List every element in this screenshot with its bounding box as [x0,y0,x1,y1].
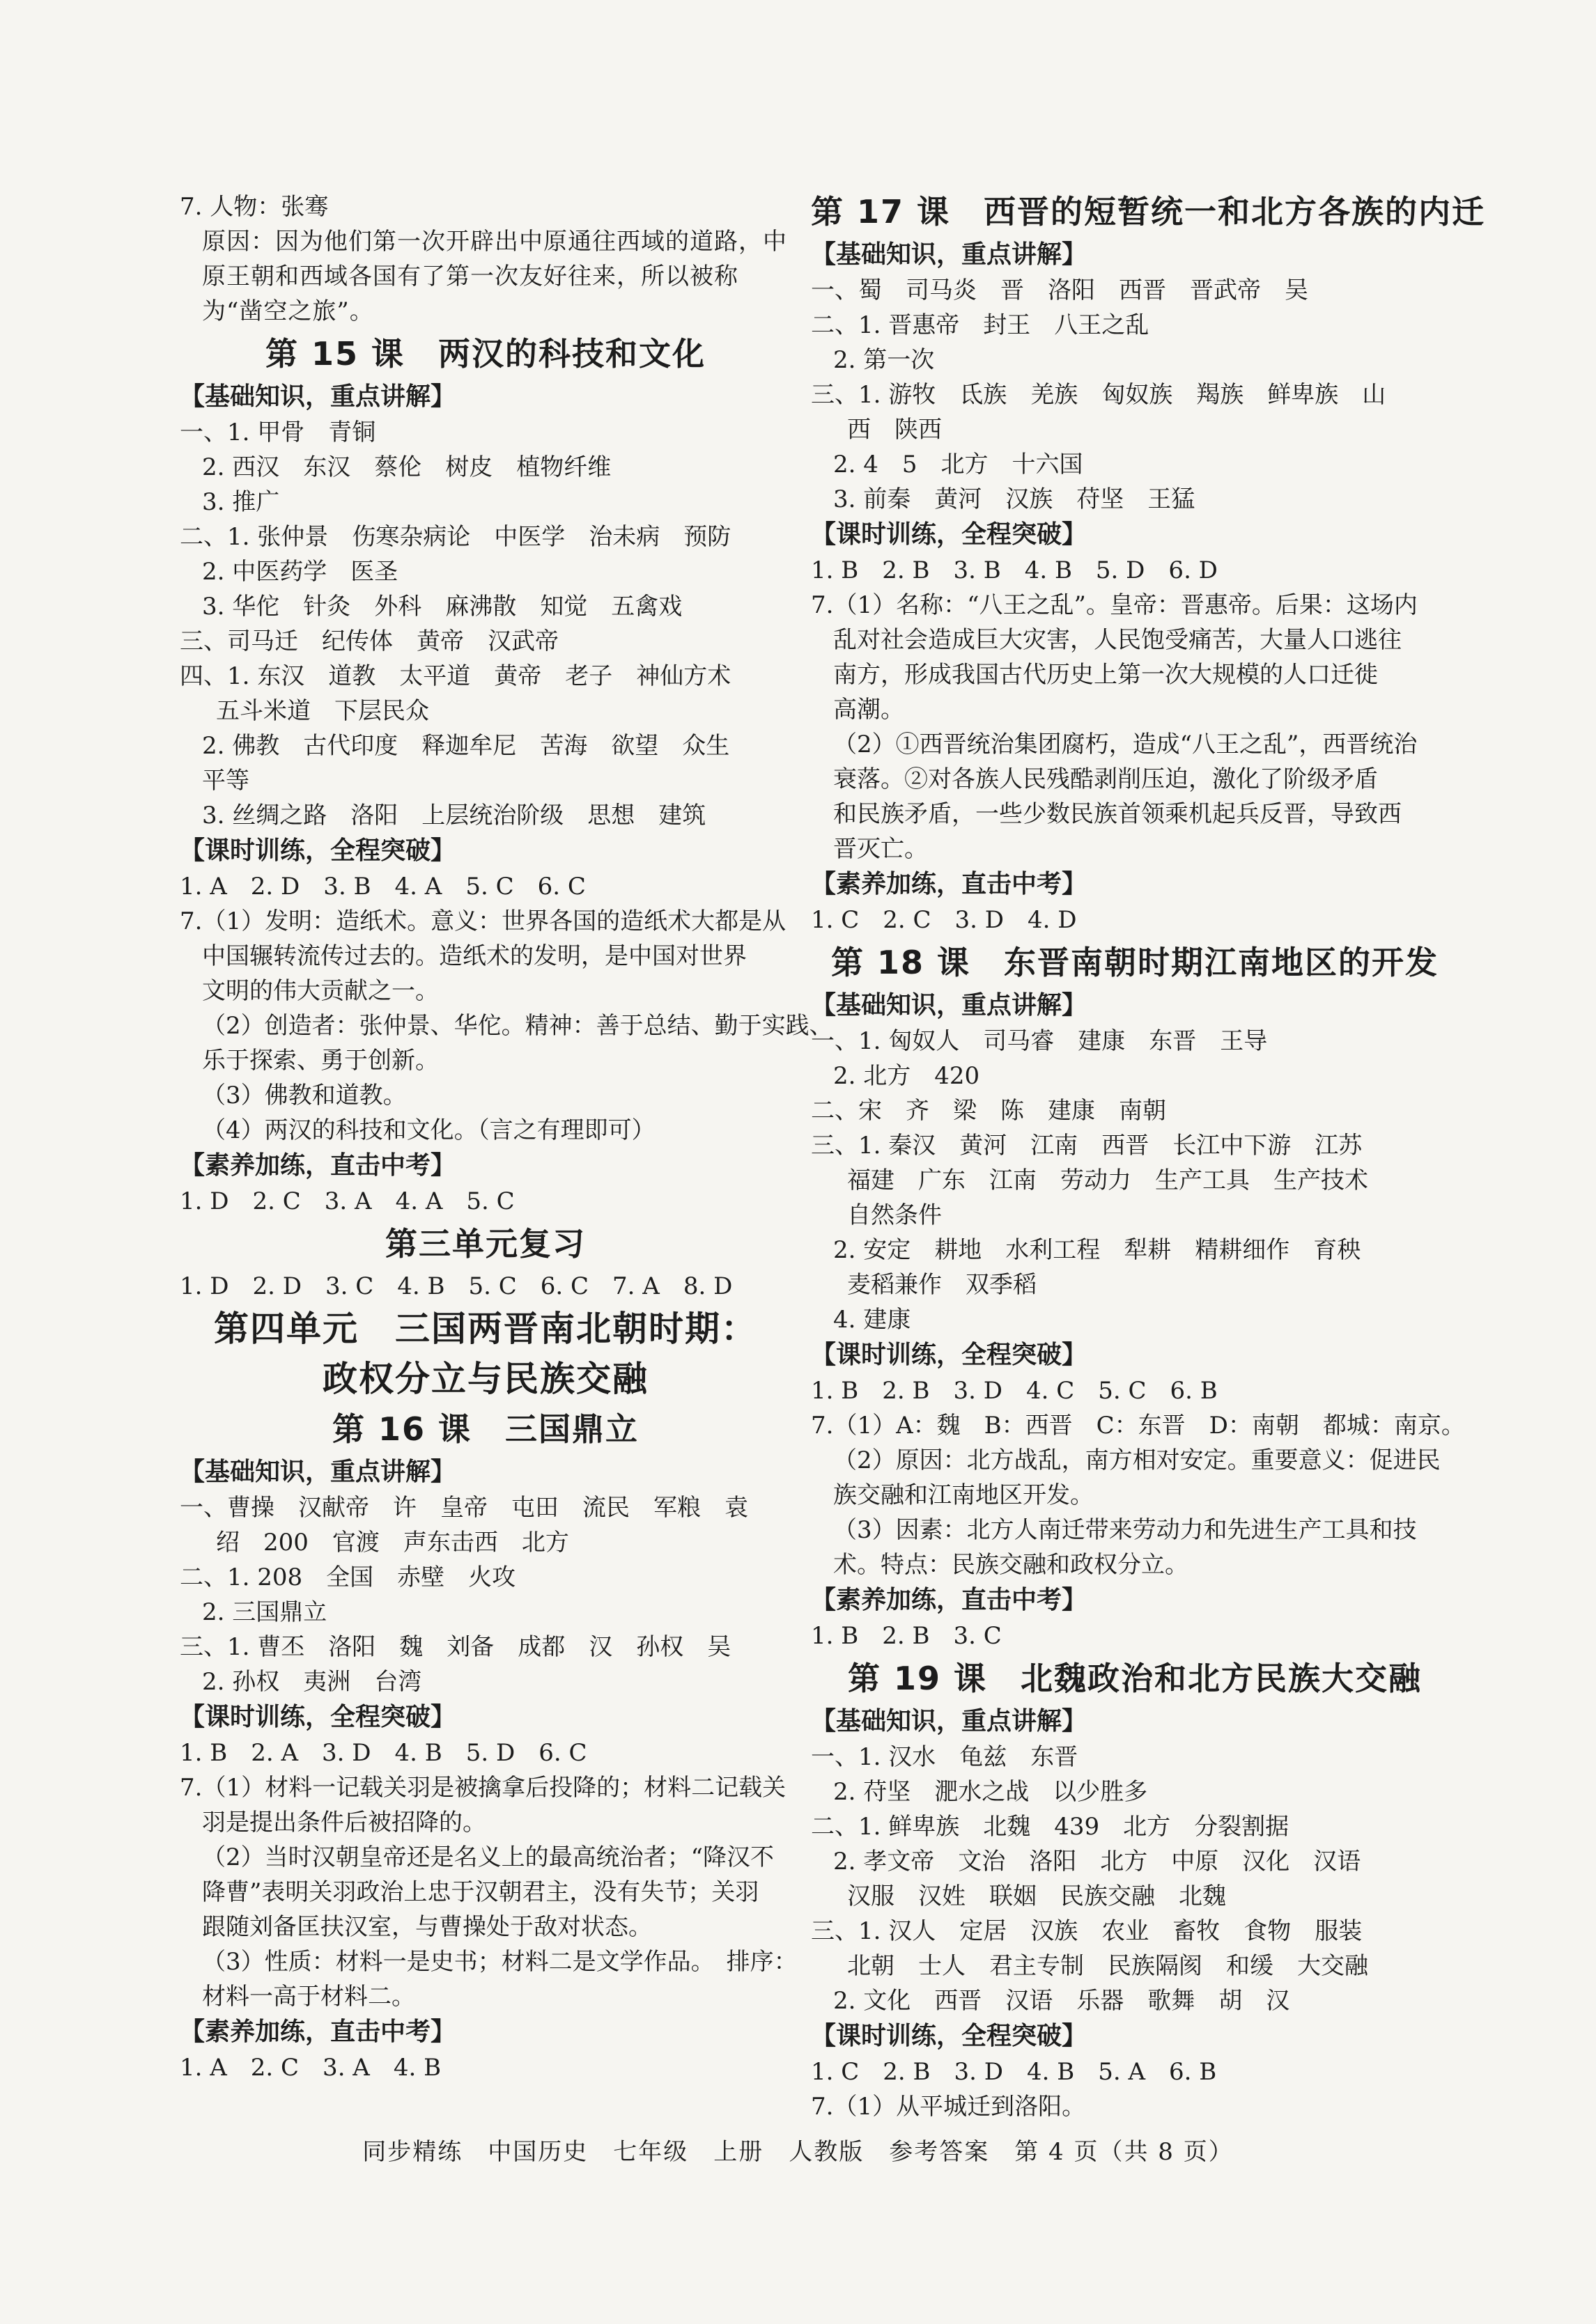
answer-line: 3. 前秦 黄河 汉族 苻坚 王猛 [833,485,1195,513]
answer-line: 三、1. 秦汉 黄河 江南 西晋 长江中下游 江苏 [811,1132,1363,1160]
answer-line: 二、1. 鲜卑族 北魏 439 北方 分裂割据 [811,1813,1289,1841]
section-heading: 【素养加练，直击中考】 [811,870,1087,898]
answer-line: 自然条件 [847,1201,942,1229]
answer-line: 乱对社会造成巨大灾害，人民饱受痛苦，大量人口逃往 [833,626,1402,654]
answer-line: 一、1. 汉水 龟兹 东晋 [811,1743,1078,1771]
answer-line: 中国辗转流传过去的。造纸术的发明，是中国对世界 [202,942,747,970]
section-heading: 【基础知识，重点讲解】 [811,1707,1087,1736]
answer-line: 四、1. 东汉 道教 太平道 黄帝 老子 神仙方术 [180,662,731,690]
left-column [180,189,833,2085]
answer-line: 2. 西汉 东汉 蔡伦 树皮 植物纤维 [202,453,612,481]
lesson-title: 第 17 课 西晋的短暂统一和北方各族的内迁 [811,193,1486,231]
lesson-title: 第 16 课 三国鼎立 [332,1410,640,1448]
section-heading: 【基础知识，重点讲解】 [180,382,456,411]
answer-line: （2）当时汉朝皇帝还是名义上的最高统治者；“降汉不 [202,1843,775,1871]
answer-line: 降曹”表明关羽政治上忠于汉朝君主，没有失节；关羽 [202,1878,759,1906]
answer-line: 乐于探索、勇于创新。 [202,1047,439,1075]
answer-line: 1. C 2. C 3. D 4. D [811,906,1077,934]
answer-line: 一、蜀 司马炎 晋 洛阳 西晋 晋武帝 吴 [811,276,1308,304]
answer-line: 原因：因为他们第一次开辟出中原通往西域的道路，中原王朝和西域各国有了第一次友好往来，所以被称为“凿空之旅”。 [202,228,787,325]
answer-line: 羽是提出条件后被招降的。 [202,1809,486,1836]
answer-line: 7.（1）发明：造纸术。意义：世界各国的造纸术大都是从 [180,907,787,935]
answer-line: 2. 佛教 古代印度 释迦牟尼 苦海 欲望 众生 [202,732,730,760]
answer-line: 2. 苻坚 淝水之战 以少胜多 [833,1778,1148,1806]
section-heading: 【课时训练，全程突破】 [180,836,456,865]
answer-line: 1. B 2. B 3. C [811,1622,1002,1650]
answer-line: 二、1. 张仲景 伤寒杂病论 中医学 治未病 预防 [180,523,731,551]
answer-line: 7.（1）名称：“八王之乱”。皇帝：晋惠帝。后果：这场内 [811,591,1418,619]
answer-line: 7. 人物：张骞 [180,193,329,221]
page-footer: 同步精练 中国历史 七年级 上册 人教版 参考答案 第 4 页（共 8 页） [362,2138,1234,2166]
answer-line: 术。特点：民族交融和政权分立。 [833,1551,1188,1579]
section-heading: 【课时训练，全程突破】 [811,2022,1087,2050]
right-column [811,187,1486,2124]
answer-line: 三、1. 曹丕 洛阳 魏 刘备 成都 汉 孙权 吴 [180,1633,731,1661]
answer-line: 1. B 2. B 3. B 4. B 5. D 6. D [811,556,1218,584]
answer-line: （3）因素：北方人南迁带来劳动力和先进生产工具和技 [833,1516,1417,1544]
answer-line: 族交融和江南地区开发。 [833,1481,1094,1509]
answer-line: 衰落。②对各族人民残酷剥削压迫，激化了阶级矛盾 [833,765,1378,793]
lesson-title: 第 18 课 东晋南朝时期江南地区的开发 [830,944,1439,981]
answer-line: 1. D 2. D 3. C 4. B 5. C 6. C 7. A 8. D [180,1272,733,1300]
answer-line: 二、1. 208 全国 赤壁 火攻 [180,1563,516,1591]
answer-line: 2. 北方 420 [833,1062,980,1090]
answer-line: 福建 广东 江南 劳动力 生产工具 生产技术 [847,1167,1368,1194]
answer-line: 一、1. 甲骨 青铜 [180,419,376,446]
answer-line: 2. 4 5 北方 十六国 [833,451,1083,478]
answer-line: 2. 安定 耕地 水利工程 犁耕 精耕细作 育秧 [833,1236,1361,1264]
answer-line: 2. 中医药学 医圣 [202,558,398,586]
answer-line: 7.（1）从平城迁到洛阳。 [811,2093,1086,2121]
answer-line: 南方，形成我国古代历史上第一次大规模的人口迁徙 [833,661,1378,689]
section-heading: 【基础知识，重点讲解】 [811,991,1087,1020]
answer-line: 1. D 2. C 3. A 4. A 5. C [180,1187,515,1215]
answer-line: 1. B 2. A 3. D 4. B 5. D 6. C [180,1739,587,1767]
answer-line: 3. 华佗 针灸 外科 麻沸散 知觉 五禽戏 [202,593,683,621]
answer-line: 西 陕西 [847,416,942,444]
unit-title: 第四单元 三国两晋南北朝时期： [214,1309,757,1349]
answer-line: 二、宋 齐 梁 陈 建康 南朝 [811,1097,1166,1125]
section-heading: 【素养加练，直击中考】 [811,1586,1087,1614]
answer-line: 五斗米道 下层民众 [216,697,429,725]
answer-line: 一、曹操 汉献帝 许 皇帝 屯田 流民 军粮 袁 [180,1494,748,1522]
answer-line: 1. B 2. B 3. D 4. C 5. C 6. B [811,1377,1218,1405]
section-heading: 【素养加练，直击中考】 [180,2018,456,2046]
answer-line: 绍 200 官渡 声东击西 北方 [216,1529,569,1557]
answer-line: 文明的伟大贡献之一。 [202,977,439,1005]
answer-line: 2. 三国鼎立 [202,1598,327,1626]
answer-line: 2. 孝文帝 文治 洛阳 北方 中原 汉化 汉语 [833,1848,1361,1875]
answer-line: 一、1. 匈奴人 司马睿 建康 东晋 王导 [811,1027,1268,1055]
section-heading: 【课时训练，全程突破】 [811,520,1087,549]
answer-line: 2. 第一次 [833,346,935,374]
answer-line: 7.（1）A：魏 B：西晋 C：东晋 D：南朝 都城：南京。 [811,1412,1465,1440]
answer-line: 1. C 2. B 3. D 4. B 5. A 6. B [811,2058,1217,2086]
answer-line: （2）原因：北方战乱，南方相对安定。重要意义：促进民 [833,1446,1441,1474]
lesson-title: 第三单元复习 [385,1225,586,1263]
answer-line: 麦稻兼作 双季稻 [847,1271,1037,1299]
answer-line: 3. 丝绸之路 洛阳 上层统治阶级 思想 建筑 [202,802,706,829]
answer-line: 4. 建康 [833,1306,911,1334]
answer-line: 三、1. 游牧 氐族 羌族 匈奴族 羯族 鲜卑族 山 [811,381,1386,409]
answer-line: 北朝 士人 君主专制 民族隔阂 和缓 大交融 [847,1952,1368,1980]
section-heading: 【基础知识，重点讲解】 [811,240,1087,269]
answer-line: 和民族矛盾，一些少数民族首领乘机起兵反晋，导致西 [833,800,1402,828]
section-heading: 【课时训练，全程突破】 [811,1341,1087,1369]
answer-line: （3）性质：材料一是史书；材料二是文学作品。 排序： [202,1948,798,1976]
answer-line: 平等 [202,767,249,795]
answer-line: 晋灭亡。 [833,835,928,863]
answer-line: 7.（1）材料一记载关羽是被擒拿后投降的；材料二记载关 [180,1774,787,1802]
unit-title: 政权分立与民族交融 [323,1359,649,1399]
answer-line: 材料一高于材料二。 [202,1983,415,2011]
answer-line: 3. 推广 [202,488,280,516]
answer-line: 2. 孙权 夷洲 台湾 [202,1668,422,1696]
answer-line: 汉服 汉姓 联姻 民族交融 北魏 [847,1882,1226,1910]
answer-line: 三、1. 汉人 定居 汉族 农业 畜牧 食物 服装 [811,1917,1363,1945]
answer-line: 跟随刘备匡扶汉室，与曹操处于敌对状态。 [202,1913,652,1941]
answer-line: 1. A 2. D 3. B 4. A 5. C 6. C [180,873,586,900]
answer-line: （2）①西晋统治集团腐朽，造成“八王之乱”，西晋统治 [833,731,1418,758]
answer-line: （2）创造者：张仲景、华佗。精神：善于总结、勤于实践、 [202,1012,833,1040]
answer-line: 三、司马迁 纪传体 黄帝 汉武帝 [180,627,559,655]
answer-line: 高潮。 [833,696,904,724]
answer-line: 2. 文化 西晋 汉语 乐器 歌舞 胡 汉 [833,1987,1290,2015]
answer-line: 1. A 2. C 3. A 4. B [180,2054,442,2082]
answer-line: （3）佛教和道教。 [202,1082,407,1109]
answer-line: （4）两汉的科技和文化。（言之有理即可） [202,1116,656,1144]
section-heading: 【基础知识，重点讲解】 [180,1458,456,1486]
answer-line: 二、1. 晋惠帝 封王 八王之乱 [811,311,1149,339]
lesson-title: 第 19 课 北魏政治和北方民族大交融 [847,1660,1423,1697]
section-heading: 【素养加练，直击中考】 [180,1151,456,1180]
section-heading: 【课时训练，全程突破】 [180,1703,456,1731]
lesson-title: 第 15 课 两汉的科技和文化 [265,335,706,373]
